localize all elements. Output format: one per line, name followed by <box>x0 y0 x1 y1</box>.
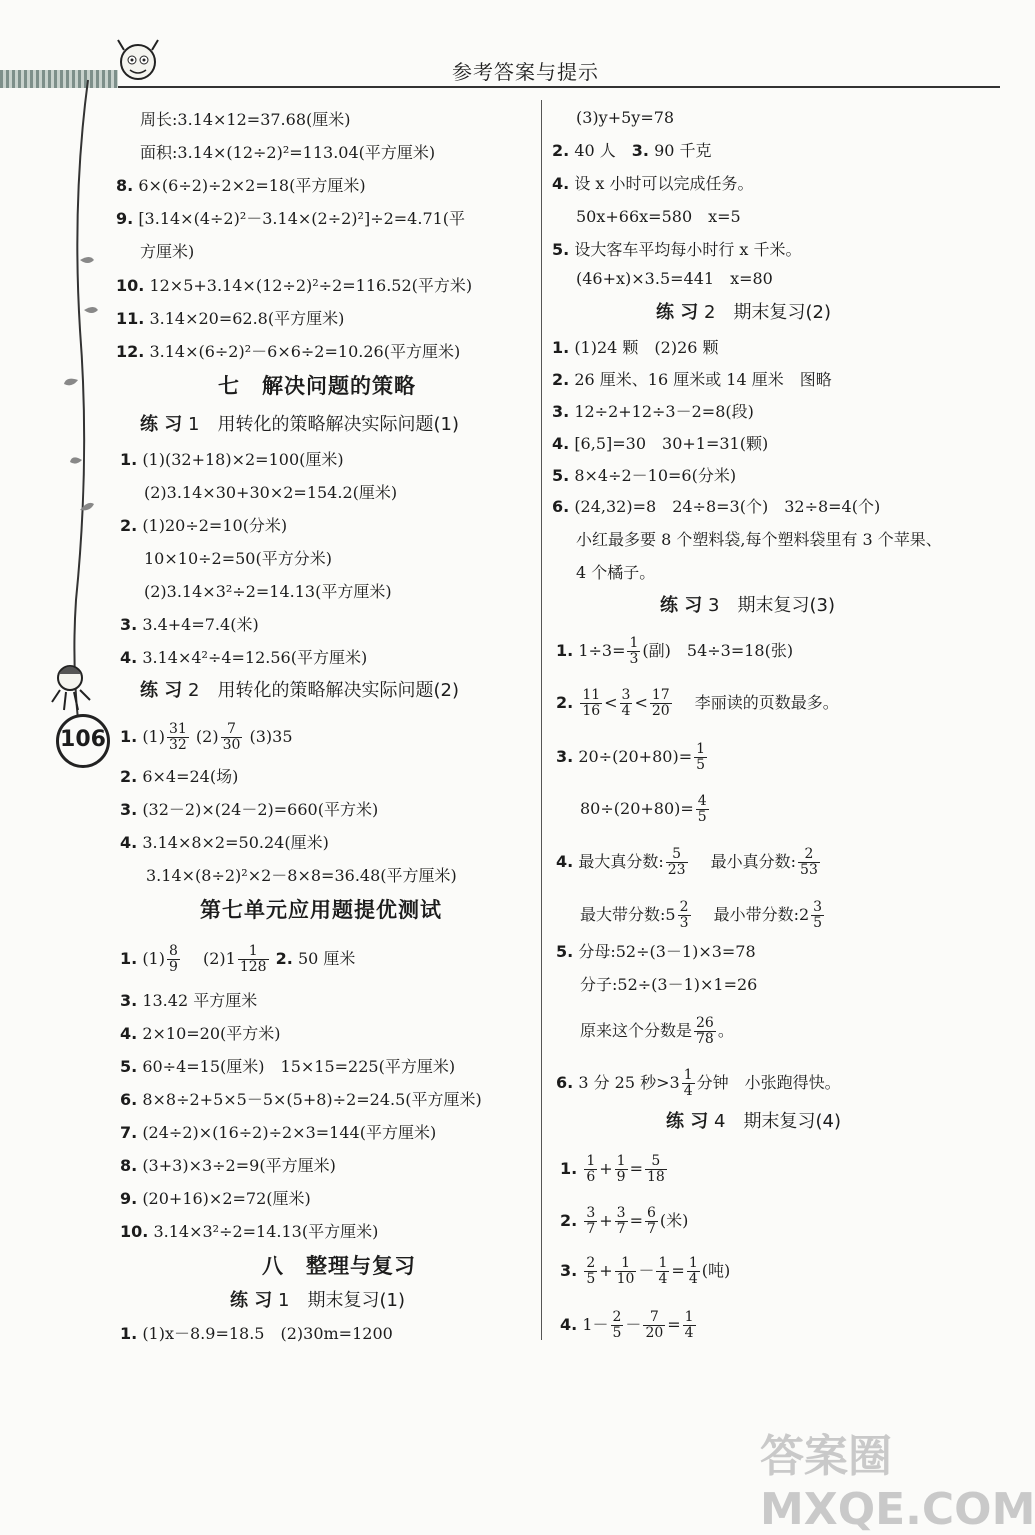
mascot-icon <box>108 34 168 86</box>
answer-item: 5. 60÷4=15(厘米) 15×15=225(平方厘米) <box>120 1057 456 1076</box>
answer-item: 3. 13.42 平方厘米 <box>120 991 258 1010</box>
fraction: $\frac{7}{20}$ <box>645 1309 664 1341</box>
answer-item: 6. (24,32)=8 24÷8=3(个) 32÷8=4(个) <box>552 497 881 516</box>
answer-item: 3. 20÷(20+80)= $\frac{1}{5}$ <box>556 741 706 773</box>
section-heading: 八 整理与复习 <box>262 1254 416 1278</box>
fraction: $\frac{7}{30}$ <box>222 721 241 753</box>
fraction: $\frac{1}{5}$ <box>696 741 706 773</box>
answer-line: (2)3.14×30+30×2=154.2(厘米) <box>144 483 398 502</box>
answer-line: 3.14×(8÷2)²×2－8×8=36.48(平方厘米) <box>146 866 457 885</box>
fraction: $\frac{2}{5}$ <box>586 1255 596 1287</box>
answer-item <box>120 615 259 635</box>
answer-item: 3. 12÷2+12÷3－2=8(段) <box>552 402 754 421</box>
column-divider <box>541 100 542 1340</box>
answer-item <box>120 450 344 470</box>
fraction: $\frac{3}{7}$ <box>586 1205 596 1237</box>
answer-line: 小红最多要 8 个塑料袋,每个塑料袋里有 3 个苹果、 <box>576 530 942 549</box>
answer-line: 80÷(20+80)= $\frac{4}{5}$ <box>580 793 707 825</box>
fraction: $\frac{17}{20}$ <box>651 687 670 719</box>
exercise-heading: 练 习 3 期末复习(3) <box>660 595 835 616</box>
answer-item: 2. $\frac{3}{7}$ + $\frac{3}{7}$ = $\frac{6}{7}$ (米) <box>560 1205 689 1237</box>
fraction: $\frac{1}{128}$ <box>239 943 267 975</box>
fraction: $\frac{1}{4}$ <box>683 1067 693 1099</box>
item-text: (1)(32+18)×2=100(厘米) <box>142 450 344 469</box>
answer-item: 9. (20+16)×2=72(厘米) <box>120 1189 311 1208</box>
answer-item <box>116 342 460 362</box>
answer-item: 1. (1)x－8.9=18.5 (2)30m=1200 <box>120 1324 393 1343</box>
item-text: 3.14×4²÷4=12.56(平方厘米) <box>142 648 368 667</box>
answer-line: 50x+66x=580 x=5 <box>576 207 741 226</box>
answer-item: 4. [6,5]=30 30+1=31(颗) <box>552 434 769 453</box>
exercise-heading: 练 习 4 期末复习(4) <box>666 1111 841 1132</box>
watermark: 答案圈 MXQE.COM <box>760 1431 1035 1535</box>
fraction: $\frac{1}{9}$ <box>616 1153 626 1185</box>
answer-item: 1. (1) $\frac{8}{9}$ (2)1 $\frac{1}{128}$ 2. 50 厘米 <box>120 943 356 975</box>
fraction: $\frac{5}{18}$ <box>646 1153 665 1185</box>
fraction: $\frac{3}{7}$ <box>616 1205 626 1237</box>
item-number: 9. <box>116 209 134 228</box>
answer-item: 7. (24÷2)×(16÷2)÷2×3=144(平方厘米) <box>120 1123 437 1142</box>
item-number: 3. <box>120 615 138 634</box>
answer-line: (3)y+5y=78 <box>576 108 675 127</box>
answer-item: 4. 1－ $\frac{2}{5}$ － $\frac{7}{20}$ = $\frac{1}{4}$ <box>560 1309 694 1341</box>
fraction: $\frac{1}{4}$ <box>658 1255 668 1287</box>
fraction: $\frac{6}{7}$ <box>646 1205 656 1237</box>
answer-item: 2. $\frac{11}{16}$ < $\frac{3}{4}$ < $\frac{17}{20}$ 李丽读的页数最多。 <box>556 687 839 719</box>
vine-decoration-icon <box>50 80 100 720</box>
header-rule <box>118 86 1000 88</box>
answer-item: 3. $\frac{2}{5}$ + $\frac{1}{10}$ － $\frac{1}{4}$ = $\frac{1}{4}$ (吨) <box>560 1255 731 1287</box>
exercise-heading: 练 习 2 用转化的策略解决实际问题(2) <box>140 680 459 701</box>
fraction: $\frac{3}{5}$ <box>813 899 823 931</box>
fraction: $\frac{1}{4}$ <box>688 1255 698 1287</box>
kid-mascot-icon <box>42 658 102 714</box>
item-number: 12. <box>116 342 145 361</box>
answer-item: 5. 设大客车平均每小时行 x 千米。 <box>552 240 802 259</box>
item-text: [3.14×(4÷2)²－3.14×(2÷2)²]÷2=4.71(平 <box>138 209 466 228</box>
answer-item: 2. 26 厘米、16 厘米或 14 厘米 图略 <box>552 370 832 389</box>
answer-item: 2. 6×4=24(场) <box>120 767 239 786</box>
answer-line: (46+x)×3.5=441 x=80 <box>576 269 773 288</box>
fraction: $\frac{5}{23}$ <box>667 846 686 878</box>
fraction: $\frac{2}{5}$ <box>612 1309 622 1341</box>
answer-item <box>120 648 367 668</box>
answer-item: 4. 3.14×8×2=50.24(厘米) <box>120 833 329 852</box>
page-header-title: 参考答案与提示 <box>452 60 599 84</box>
answer-item: 1. $\frac{1}{6}$ + $\frac{1}{9}$ = $\frac{5}{18}$ <box>560 1153 665 1185</box>
answer-line: 分子:52÷(3－1)×1=26 <box>580 975 758 994</box>
fraction: $\frac{1}{4}$ <box>684 1309 694 1341</box>
answer-line: 最大带分数:5 $\frac{2}{3}$ 最小带分数:2 $\frac{3}{5}$ <box>580 899 823 931</box>
answer-line: 周长:3.14×12=37.68(厘米) <box>140 110 351 129</box>
item-number: 11. <box>116 309 145 328</box>
answer-line: 原来这个分数是 $\frac{26}{78}$ 。 <box>580 1015 734 1047</box>
answer-line: 面积:3.14×(12÷2)²=113.04(平方厘米) <box>140 143 436 162</box>
fraction: $\frac{1}{6}$ <box>586 1153 596 1185</box>
answer-line: (2)3.14×3²÷2=14.13(平方厘米) <box>144 582 392 601</box>
answer-item <box>116 176 366 196</box>
item-text: 3.14×(6÷2)²－6×6÷2=10.26(平方厘米) <box>149 342 461 361</box>
answer-item: 5. 8×4÷2－10=6(分米) <box>552 466 737 485</box>
fraction: $\frac{31}{32}$ <box>168 721 187 753</box>
section-heading: 七 解决问题的策略 <box>218 374 416 398</box>
item-text: 6×(6÷2)÷2×2=18(平方厘米) <box>138 176 366 195</box>
item-text: 3.4+4=7.4(米) <box>142 615 259 634</box>
answer-item: 2. 40 人 3. 90 千克 <box>552 141 712 160</box>
answer-line: 方厘米) <box>140 242 195 261</box>
item-text: 12×5+3.14×(12÷2)²÷2=116.52(平方米) <box>149 276 473 295</box>
fraction: $\frac{1}{3}$ <box>629 635 639 667</box>
answer-item <box>116 276 472 296</box>
item-number: 2. <box>120 516 138 535</box>
answer-item: 6. 8×8÷2+5×5－5×(5+8)÷2=24.5(平方厘米) <box>120 1090 482 1109</box>
answer-item: 1. 1÷3= $\frac{1}{3}$ (副) 54÷3=18(张) <box>556 635 794 667</box>
fraction: $\frac{11}{16}$ <box>582 687 601 719</box>
item-number: 1. <box>120 450 138 469</box>
exercise-heading: 练 习 2 期末复习(2) <box>656 302 831 323</box>
fraction: $\frac{3}{4}$ <box>621 687 631 719</box>
answer-item: 4. 设 x 小时可以完成任务。 <box>552 174 754 193</box>
item-number: 8. <box>116 176 134 195</box>
fraction: $\frac{4}{5}$ <box>697 793 707 825</box>
answer-item <box>116 209 465 229</box>
answer-item: 6. 3 分 25 秒>3 $\frac{1}{4}$ 分钟 小张跑得快。 <box>556 1067 841 1099</box>
fraction: $\frac{26}{78}$ <box>696 1015 714 1047</box>
fraction: $\frac{1}{10}$ <box>616 1255 635 1287</box>
answer-item: 1. (1) $\frac{31}{32}$ (2) $\frac{7}{30}$ (3)35 <box>120 721 293 753</box>
exercise-heading: 练 习 1 用转化的策略解决实际问题(1) <box>140 414 459 435</box>
item-text: (1)20÷2=10(分米) <box>142 516 288 535</box>
answer-item: 1. (1)24 颗 (2)26 颗 <box>552 338 719 357</box>
item-number: 10. <box>116 276 145 295</box>
section-heading: 第七单元应用题提优测试 <box>200 898 442 922</box>
answer-line: 10×10÷2=50(平方分米) <box>144 549 332 568</box>
answer-item: 8. (3+3)×3÷2=9(平方厘米) <box>120 1156 336 1175</box>
answer-item: 4. 2×10=20(平方米) <box>120 1024 281 1043</box>
answer-item <box>116 309 344 329</box>
answer-item: 3. (32－2)×(24－2)=660(平方米) <box>120 800 379 819</box>
item-number: 4. <box>120 648 138 667</box>
answer-line: 4 个橘子。 <box>576 563 656 582</box>
exercise-heading: 练 习 1 期末复习(1) <box>230 1290 405 1311</box>
answer-item: 4. 最大真分数: $\frac{5}{23}$ 最小真分数: $\frac{2}{53}$ <box>556 846 818 878</box>
fraction: $\frac{8}{9}$ <box>168 943 178 975</box>
answer-item: 10. 3.14×3²÷2=14.13(平方厘米) <box>120 1222 379 1241</box>
answer-item: 5. 分母:52÷(3－1)×3=78 <box>556 942 756 961</box>
item-text: 3.14×20=62.8(平方厘米) <box>149 309 345 328</box>
page-number: 106 <box>56 714 110 768</box>
answer-item <box>120 516 287 536</box>
fraction: $\frac{2}{3}$ <box>679 899 689 931</box>
fraction: $\frac{2}{53}$ <box>800 846 818 878</box>
